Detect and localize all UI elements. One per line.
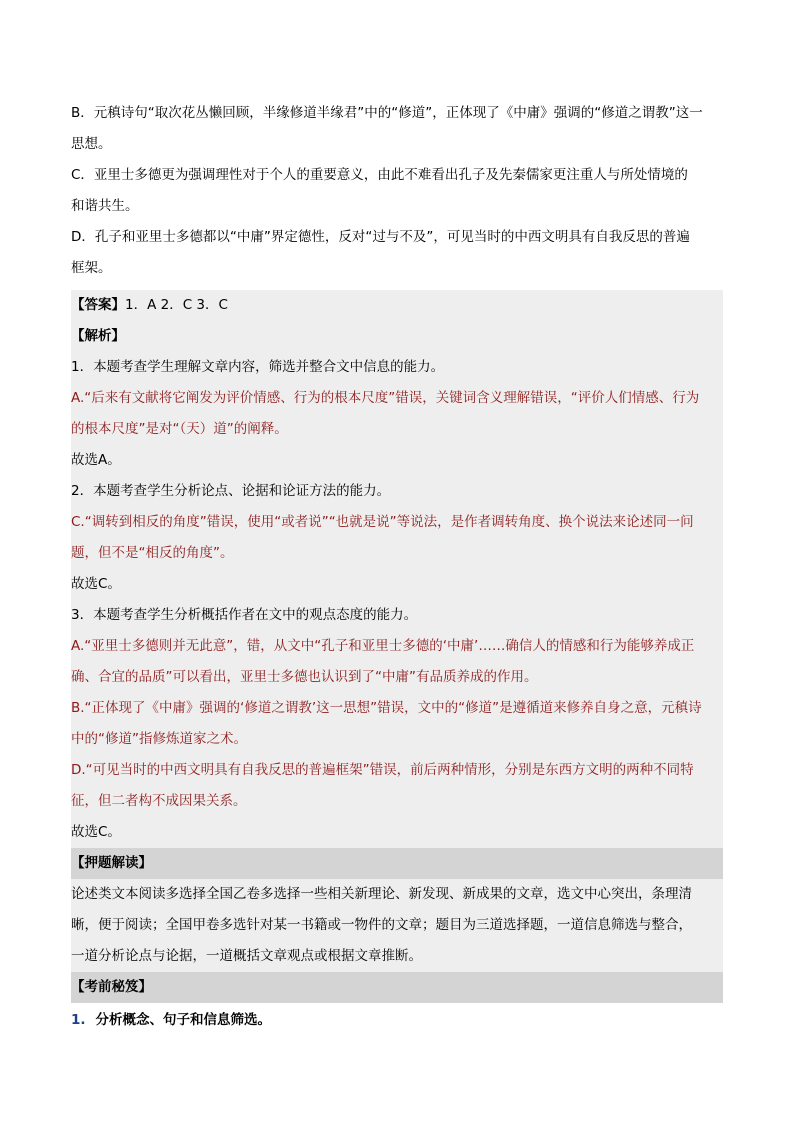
option-b-line1: B．元稹诗句“取次花丛懒回顾，半缘修道半缘君”中的“修道”，正体现了《中庸》强调的“修道之谓教”这一: [71, 105, 703, 121]
q3-a-line2: 确、合宜的品质”可以看出，亚里士多德也认识到了“中庸”有品质养成的作用。: [71, 669, 538, 685]
q3-d-line2: 征，但二者构不成因果关系。: [71, 793, 247, 809]
q1-explain-line1: A.“后来有文献将它阐发为评价情感、行为的根本尺度”错误，关键词含义理解错误，“评价人们情感、行为: [71, 390, 700, 406]
yati-block: [71, 848, 723, 972]
kaoqian-item-1-number: 1.: [71, 1012, 86, 1028]
answer-text: 1．A 2．C 3．C: [125, 297, 228, 313]
q1-intro: 1．本题考查学生理解文章内容，筛选并整合文中信息的能力。: [71, 359, 445, 375]
q3-b-line1: B.“正体现了《中庸》强调的‘修道之谓教’这一思想”错误，文中的“修道”是遵循道来修养自身之意，元稹诗: [71, 700, 702, 716]
yati-line3: 一道分析论点与论据，一道概括文章观点或根据文章推断。: [71, 948, 422, 964]
option-b-line2: 思想。: [71, 136, 112, 152]
q2-choice: 故选C。: [71, 576, 121, 592]
q2-intro: 2．本题考查学生分析论点、论据和论证方法的能力。: [71, 483, 391, 499]
q3-choice: 故选C。: [71, 824, 121, 840]
yati-line2: 晰，便于阅读；全国甲卷多选针对某一书籍或一物件的文章；题目为三道选择题，一道信息筛选与整合，: [71, 917, 692, 933]
option-c-line1: C．亚里士多德更为强调理性对于个人的重要意义，由此不难看出孔子及先秦儒家更注重人与所处情境的: [71, 167, 688, 183]
kaoqian-item-1-text: 分析概念、句子和信息筛选。: [95, 1012, 272, 1028]
q1-explain-line2: 的根本尺度”是对“（天）道”的阐释。: [71, 421, 288, 437]
q3-intro: 3．本题考查学生分析概括作者在文中的观点态度的能力。: [71, 607, 418, 623]
answer-line: [71, 290, 723, 321]
q3-a-line1: A.“亚里士多德则并无此意”，错，从文中“孔子和亚里士多德的‘中庸’……确信人的情感和行为能够养成正: [71, 638, 695, 654]
q1-choice: 故选A。: [71, 452, 121, 468]
q3-b-line2: 中的“修道”指修炼道家之术。: [71, 731, 247, 747]
option-d-line2: 框架。: [71, 260, 112, 276]
answer-label: 【答案】: [71, 297, 125, 313]
yati-body: [71, 879, 723, 972]
analysis-label: 【解析】: [71, 328, 125, 344]
kaoqian-label: 【考前秘笈】: [71, 972, 723, 1003]
q3-d-line1: D.“可见当时的中西文明具有自我反思的普遍框架”错误，前后两种情形，分别是东西方文明的两种不同特: [71, 762, 694, 778]
yati-line1: 论述类文本阅读多选择全国乙卷多选择一些相关新理论、新发现、新成果的文章，选文中心突出，条理清: [71, 886, 692, 902]
q2-explain-line1: C.“调转到相反的角度”错误，使用“或者说”“也就是说”等说法，是作者调转角度、换个说法来论述同一问: [71, 514, 694, 530]
kaoqian-item-1: [71, 1005, 723, 1036]
kaoqian-block: [71, 972, 723, 1003]
answer-analysis-block: [71, 290, 723, 848]
q2-explain-line2: 题，但不是“相反的角度”。: [71, 545, 234, 561]
option-d-line1: D．孔子和亚里士多德都以“中庸”界定德性，反对“过与不及”，可见当时的中西文明具有自我反思的普遍: [71, 229, 690, 245]
option-c-line2: 和谐共生。: [71, 198, 139, 214]
content-area: [71, 98, 723, 1036]
yati-label: 【押题解读】: [71, 848, 723, 879]
